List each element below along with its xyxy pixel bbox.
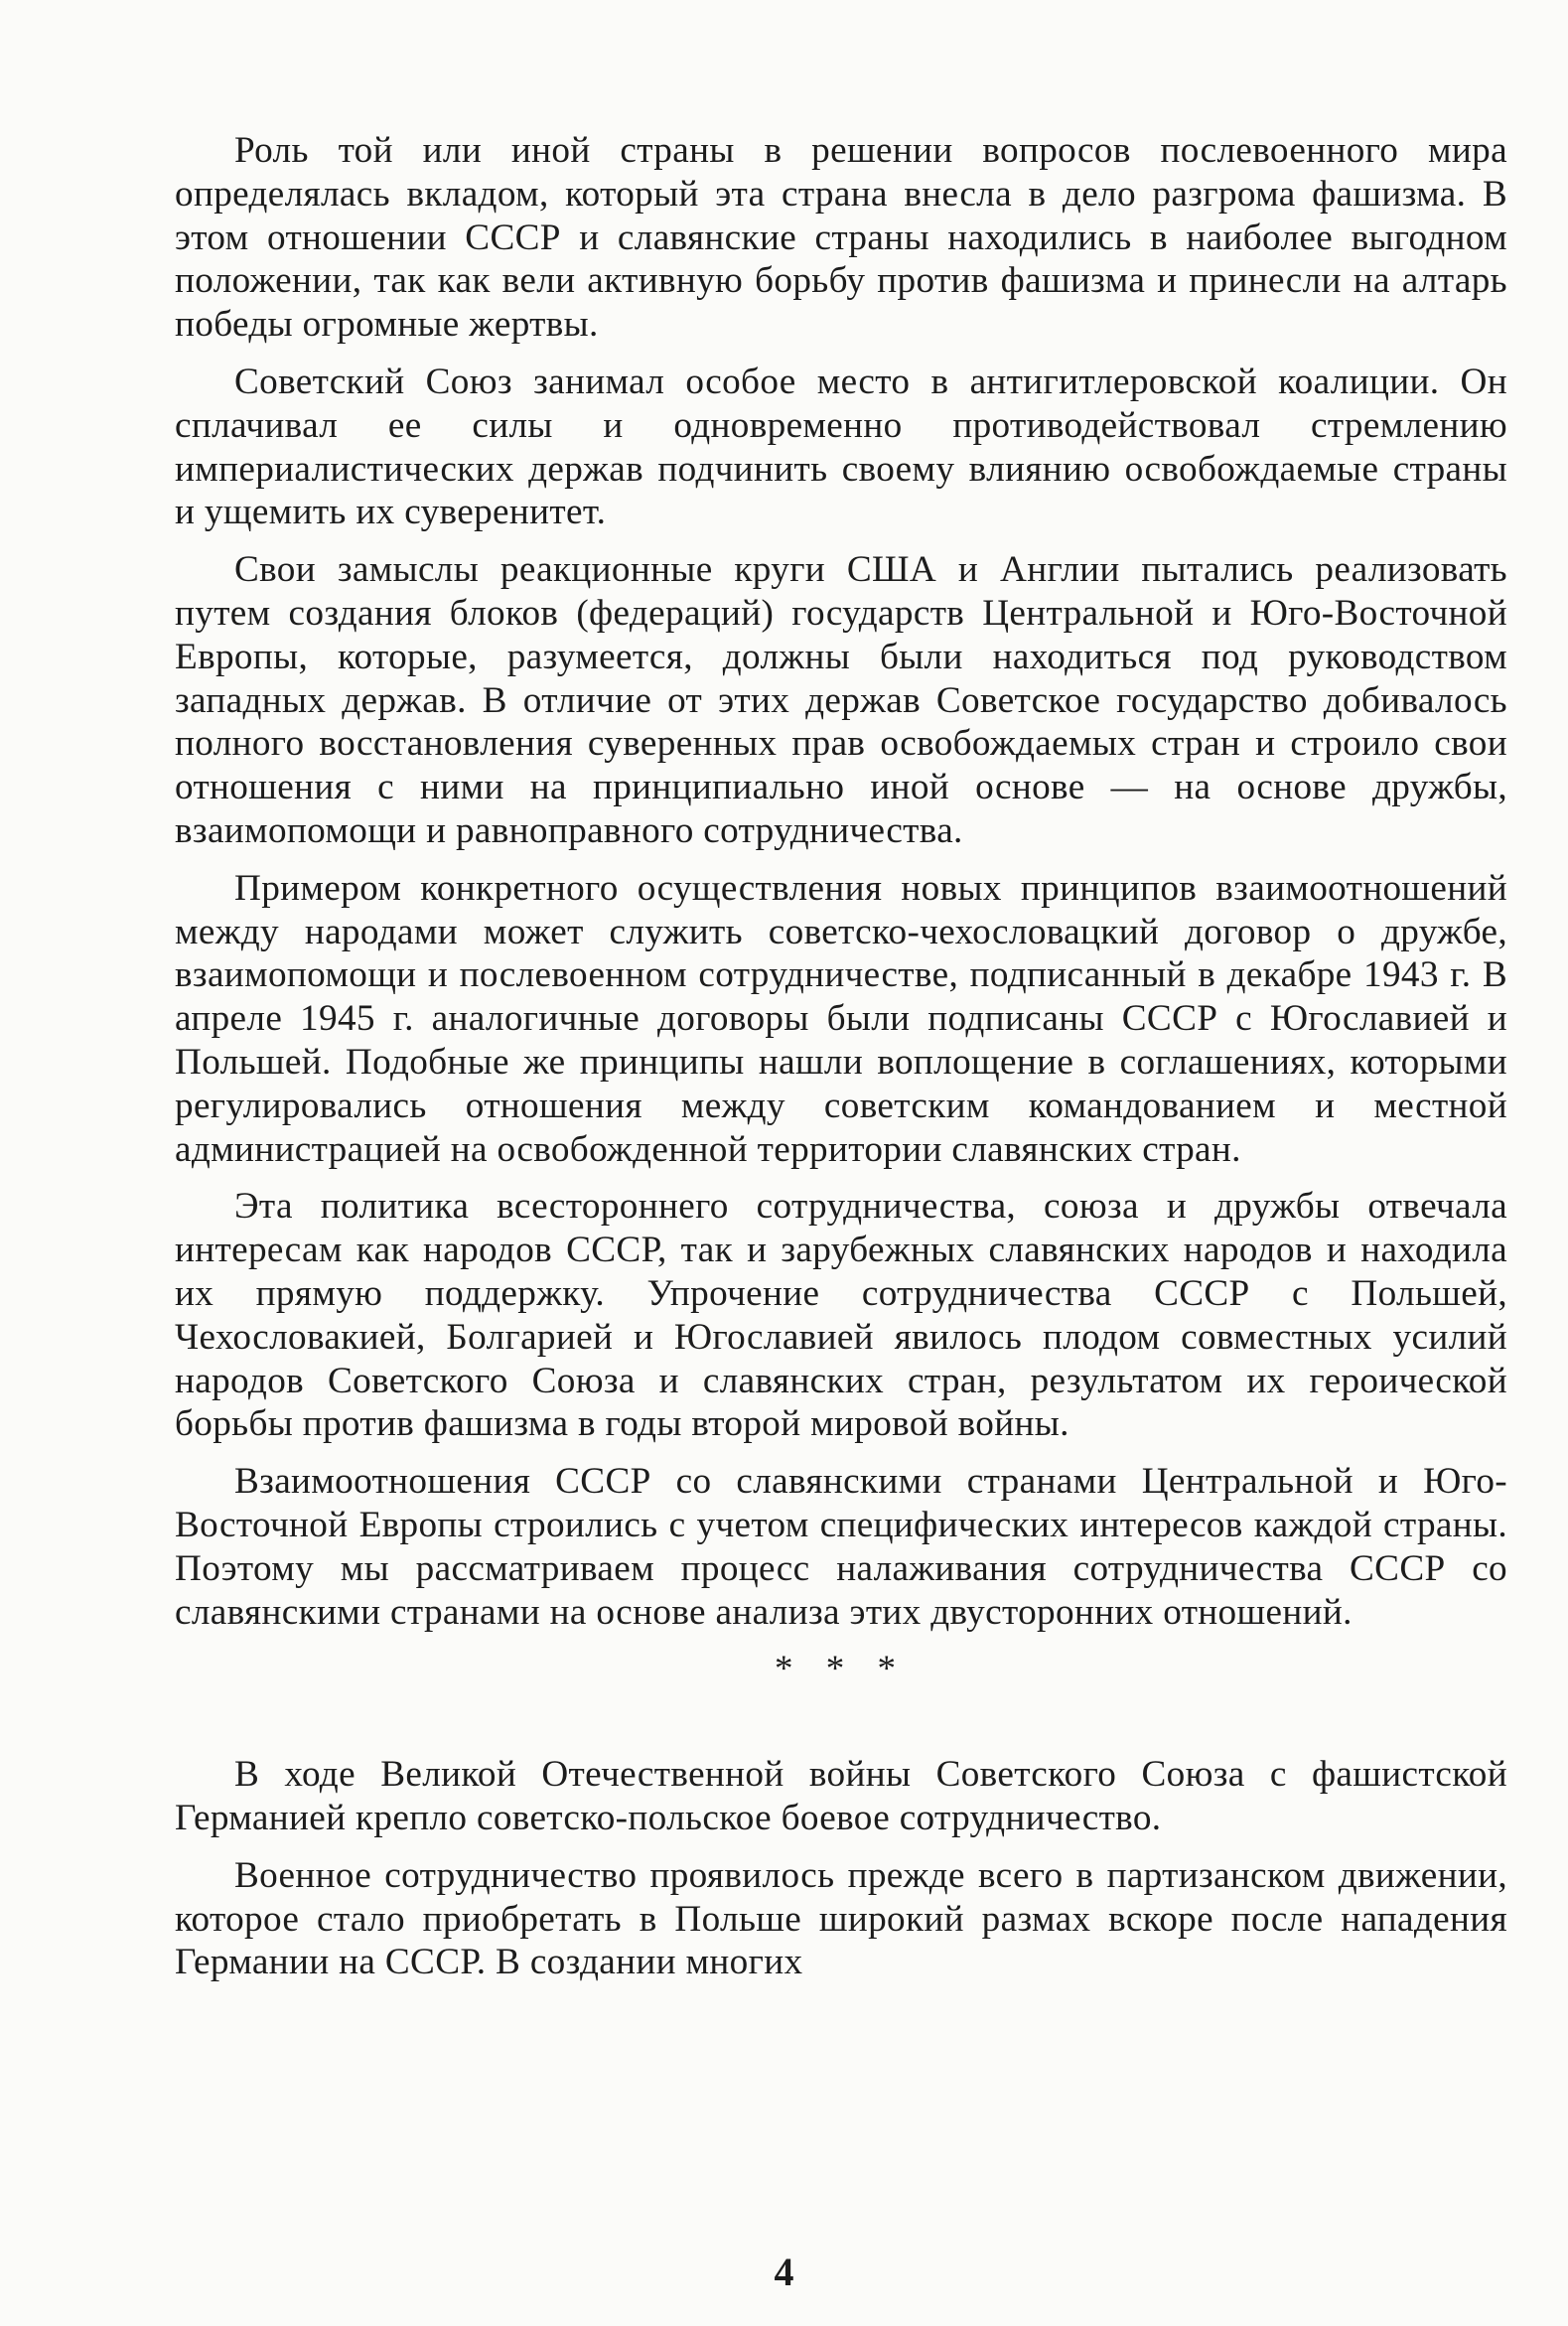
paragraph-reactionary-circles: Свои замыслы реакционные круги США и Англии пытались реализовать путем создания блоков (федераций) государств Центральной и Юго-Восточной Европы, которые, разумеется, должны были находиться под руководством западных держав. В отличие от этих держав Советское государство добивалось полного восстановления суверенных прав освобождаемых стран и строило свои отношения с ними на принципиально иной основе — на основе дружбы, взаимопомощи и равноправного сотрудничества. — [175, 549, 1507, 851]
paragraph-bilateral-relations: Взаимоотношения СССР со славянскими странами Центральной и Юго-Восточной Европы строились с учетом специфических интересов каждой страны. Поэтому мы рассматриваем процесс налаживания сотрудничества СССР со славянскими странами на основе анализа этих двусторонних отношений. — [175, 1461, 1507, 1633]
paragraph-treaties-example: Примером конкретного осуществления новых принципов взаимоотношений между народами может служить советско-чехословацкий договор о дружбе, взаимопомощи и послевоенном сотрудничестве, подписанный в декабре 1943 г. В апреле 1945 г. аналогичные договоры были подписаны СССР с Югославией и Польшей. Подобные же принципы нашли воплощение в соглашениях, которыми регулировались отношения между советским командованием и местной администрацией на освобожденной территории славянских стран. — [175, 867, 1507, 1170]
paragraph-soviet-union-coalition: Советский Союз занимал особое место в антигитлеровской коалиции. Он сплачивал ее силы и одновременно противодействовал стремлению империалистических держав подчинить своему влиянию освобождаемые страны и ущемить их суверенитет. — [175, 361, 1507, 533]
paragraph-cooperation-policy: Эта политика всестороннего сотрудничества, союза и дружбы отвечала интересам как народов СССР, так и зарубежных славянских народов и находила их прямую поддержку. Упрочение сотрудничества СССР с Польшей, Чехословакией, Болгарией и Югославией явилось плодом совместных усилий народов Советского Союза и славянских стран, результатом их героической борьбы против фашизма в годы второй мировой войны. — [175, 1186, 1507, 1445]
section-break: * * * — [775, 1649, 908, 1690]
page-number: 4 — [774, 2250, 794, 2294]
page-body — [175, 129, 1507, 1998]
paragraph-partisan-movement: Военное сотрудничество проявилось прежде всего в партизанском движении, которое стало приобретать в Польше широкий размах вскоре после нападения Германии на СССР. В создании многих — [175, 1854, 1507, 1983]
paragraph-soviet-polish-cooperation: В ходе Великой Отечественной войны Советского Союза с фашистской Германией крепло советско-польское боевое сотрудничество. — [175, 1754, 1507, 1839]
paragraph-role-of-countries: Роль той или иной страны в решении вопросов послевоенного мира определялась вкладом, который эта страна внесла в дело разгрома фашизма. В этом отношении СССР и славянские страны находились в наиболее выгодном положении, так как вели активную борьбу против фашизма и принесли на алтарь победы огромные жертвы. — [175, 130, 1507, 346]
